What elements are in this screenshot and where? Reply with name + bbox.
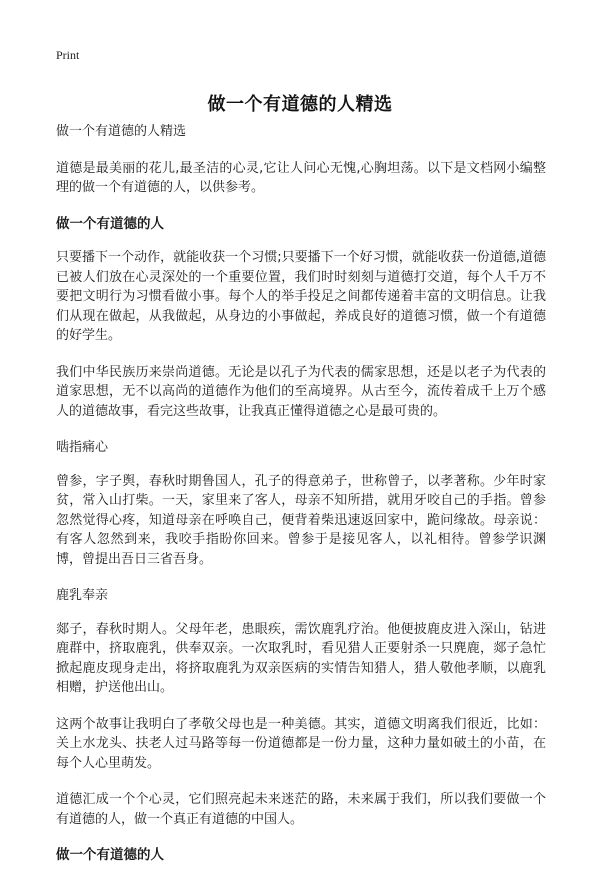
story-title: 啮指痛心 [56,440,109,455]
paragraph: 这两个故事让我明白了孝敬父母也是一种美德。其实，道德文明离我们很近，比如：关上水龙头、扶老人过马路等每一份道德都是一份力量，这种力量如破土的小苗，在每个人心里萌发。 [56,716,546,771]
article-subtitle: 做一个有道德的人精选 [56,124,187,139]
story-paragraph: 曾参，字子舆，春秋时期鲁国人，孔子的得意弟子，世称曾子，以孝著称。少年时家贫，常入山打柴。一天，家里来了客人，母亲不知所措，就用牙咬自己的手指。曾参忽然觉得心疼，知道母亲在呼唤自己，便背着柴迅速返回家中，跪问缘故。母亲说：有客人忽然到来，我咬手指盼你回来。曾参于是接见客人，以礼相待。曾参学识渊博，曾提出吾日三省吾身。 [56,473,546,567]
paragraph: 我们中华民族历来崇尚道德。无论是以孔子为代表的儒家思想，还是以老子为代表的道家思想，无不以高尚的道德作为他们的至高境界。从古至今，流传着成千上万个感人的道德故事，看完这些故事，让我真正懂得道德之心是最可贵的。 [56,364,546,419]
intro-paragraph: 道德是最美丽的花儿,最圣洁的心灵,它让人问心无愧,心胸坦荡。以下是文档网小编整理的做一个有道德的人，以供参考。 [56,160,546,195]
section-heading: 做一个有道德的人 [56,847,164,863]
section-heading: 做一个有道德的人 [56,215,164,232]
page-title: 做一个有道德的人精选 [207,94,393,116]
paragraph: 道德汇成一个个心灵，它们照亮起未来迷茫的路，未来属于我们，所以我们要做一个有道德的人，做一个真正有道德的中国人。 [56,792,546,827]
paragraph: 只要播下一个动作，就能收获一个习惯;只要播下一个好习惯，就能收获一份道德,道德已被人们放在心灵深处的一个重要位置，我们时时刻刻与道德打交道，每个人千万不要把文明行为习惯看做小事。每个人的举手投足之间都传递着丰富的文明信息。让我们从现在做起，从我做起，从身边的小事做起，养成良好的道德习惯，做一个有道德的好学生。 [56,250,546,343]
article-body [56,122,546,880]
story-title: 鹿乳奉亲 [56,588,109,603]
story-paragraph: 郯子，春秋时期人。父母年老，患眼疾，需饮鹿乳疗治。他便披鹿皮进入深山，钻进鹿群中，挤取鹿乳，供奉双亲。一次取乳时，看见猎人正要射杀一只麂鹿，郯子急忙掀起鹿皮现身走出，将挤取鹿乳为双亲医病的实情告知猎人，猎人敬他孝顺，以鹿乳相赠，护送他出山。 [56,621,546,695]
print-link[interactable]: Print [56,48,80,62]
